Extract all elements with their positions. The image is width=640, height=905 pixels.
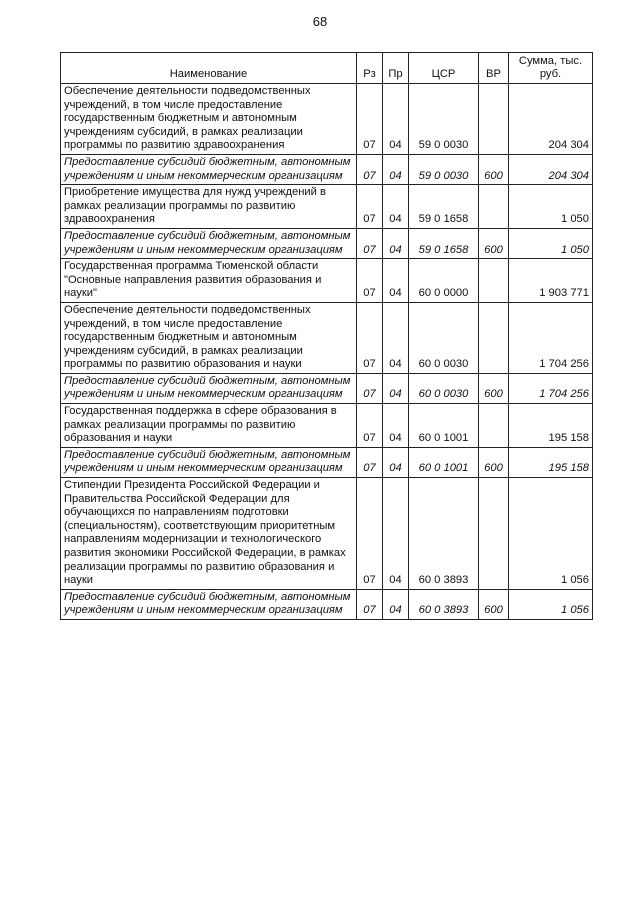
row-sum-cell: 1 903 771 (509, 259, 593, 303)
row-csr-cell: 59 0 0030 (409, 154, 479, 184)
row-csr-cell: 59 0 1658 (409, 185, 479, 229)
row-sum-cell: 195 158 (509, 404, 593, 448)
header-rz: Рз (357, 53, 383, 84)
table-row (61, 185, 593, 229)
row-rz-cell: 07 (357, 154, 383, 184)
row-rz-cell: 07 (357, 185, 383, 229)
row-sum-cell: 1 056 (509, 478, 593, 590)
row-vr-cell (479, 84, 509, 155)
table-row (61, 302, 593, 373)
row-pr-cell: 04 (383, 84, 409, 155)
table-row (61, 228, 593, 258)
row-pr-cell: 04 (383, 478, 409, 590)
table-row (61, 154, 593, 184)
row-pr-cell: 04 (383, 259, 409, 303)
header-name: Наименование (61, 53, 357, 84)
row-pr-cell: 04 (383, 228, 409, 258)
row-csr-cell: 60 0 1001 (409, 404, 479, 448)
row-vr-cell (479, 404, 509, 448)
row-sum-cell: 204 304 (509, 84, 593, 155)
row-vr-cell: 600 (479, 589, 509, 619)
row-rz-cell: 07 (357, 404, 383, 448)
row-rz-cell: 07 (357, 228, 383, 258)
table-row (61, 478, 593, 590)
row-name-cell: Предоставление субсидий бюджетным, автономным учреждениям и иным некоммерческим организациям (61, 589, 357, 619)
row-name-cell: Государственная программа Тюменской области "Основные направления развития образования и науки" (61, 259, 357, 303)
header-row (61, 53, 593, 84)
row-vr-cell: 600 (479, 373, 509, 403)
row-pr-cell: 04 (383, 404, 409, 448)
row-pr-cell: 04 (383, 589, 409, 619)
header-vr: ВР (479, 53, 509, 84)
row-name-cell: Обеспечение деятельности подведомственных учреждений, в том числе предоставление государственным бюджетным и автономным учреждениям субсидий, в рамках реализации программы по развитию здравоохранения (61, 84, 357, 155)
row-pr-cell: 04 (383, 302, 409, 373)
table-row (61, 447, 593, 477)
row-vr-cell (479, 185, 509, 229)
table-row (61, 404, 593, 448)
row-sum-cell: 1 704 256 (509, 302, 593, 373)
row-vr-cell (479, 302, 509, 373)
row-vr-cell: 600 (479, 447, 509, 477)
row-sum-cell: 1 050 (509, 228, 593, 258)
row-vr-cell: 600 (479, 154, 509, 184)
row-name-cell: Предоставление субсидий бюджетным, автономным учреждениям и иным некоммерческим организациям (61, 373, 357, 403)
row-vr-cell: 600 (479, 228, 509, 258)
row-sum-cell: 1 704 256 (509, 373, 593, 403)
budget-table (60, 52, 593, 620)
header-pr: Пр (383, 53, 409, 84)
row-sum-cell: 1 050 (509, 185, 593, 229)
row-csr-cell: 60 0 3893 (409, 589, 479, 619)
row-sum-cell: 204 304 (509, 154, 593, 184)
row-rz-cell: 07 (357, 259, 383, 303)
row-pr-cell: 04 (383, 447, 409, 477)
row-csr-cell: 60 0 3893 (409, 478, 479, 590)
table-row (61, 259, 593, 303)
row-vr-cell (479, 259, 509, 303)
header-sum: Сумма, тыс. руб. (509, 53, 593, 84)
table-row (61, 589, 593, 619)
row-pr-cell: 04 (383, 154, 409, 184)
table-row (61, 84, 593, 155)
row-csr-cell: 60 0 0030 (409, 373, 479, 403)
table-row (61, 373, 593, 403)
row-rz-cell: 07 (357, 447, 383, 477)
row-name-cell: Государственная поддержка в сфере образования в рамках реализации программы по развитию образования и науки (61, 404, 357, 448)
row-name-cell: Предоставление субсидий бюджетным, автономным учреждениям и иным некоммерческим организациям (61, 154, 357, 184)
row-rz-cell: 07 (357, 302, 383, 373)
row-name-cell: Предоставление субсидий бюджетным, автономным учреждениям и иным некоммерческим организациям (61, 447, 357, 477)
row-sum-cell: 195 158 (509, 447, 593, 477)
row-rz-cell: 07 (357, 84, 383, 155)
row-rz-cell: 07 (357, 373, 383, 403)
row-csr-cell: 60 0 1001 (409, 447, 479, 477)
row-rz-cell: 07 (357, 478, 383, 590)
row-vr-cell (479, 478, 509, 590)
row-name-cell: Приобретение имущества для нужд учреждений в рамках реализации программы по развитию здравоохранения (61, 185, 357, 229)
row-sum-cell: 1 056 (509, 589, 593, 619)
row-csr-cell: 60 0 0000 (409, 259, 479, 303)
row-csr-cell: 59 0 1658 (409, 228, 479, 258)
page-number: 68 (312, 14, 328, 29)
row-pr-cell: 04 (383, 185, 409, 229)
row-name-cell: Обеспечение деятельности подведомственных учреждений, в том числе предоставление государственным бюджетным и автономным учреждениям субсидий, в рамках реализации программы по развитию образования и науки (61, 302, 357, 373)
row-rz-cell: 07 (357, 589, 383, 619)
row-csr-cell: 59 0 0030 (409, 84, 479, 155)
row-pr-cell: 04 (383, 373, 409, 403)
row-csr-cell: 60 0 0030 (409, 302, 479, 373)
header-csr: ЦСР (409, 53, 479, 84)
row-name-cell: Стипендии Президента Российской Федерации и Правительства Российской Федерации для обучающихся по направлениям подготовки (специальностям), соответствующим приоритетным направлениям модернизации и технологического развития экономики Российской Федерации, в рамках реализации программы по развитию образования и науки (61, 478, 357, 590)
row-name-cell: Предоставление субсидий бюджетным, автономным учреждениям и иным некоммерческим организациям (61, 228, 357, 258)
